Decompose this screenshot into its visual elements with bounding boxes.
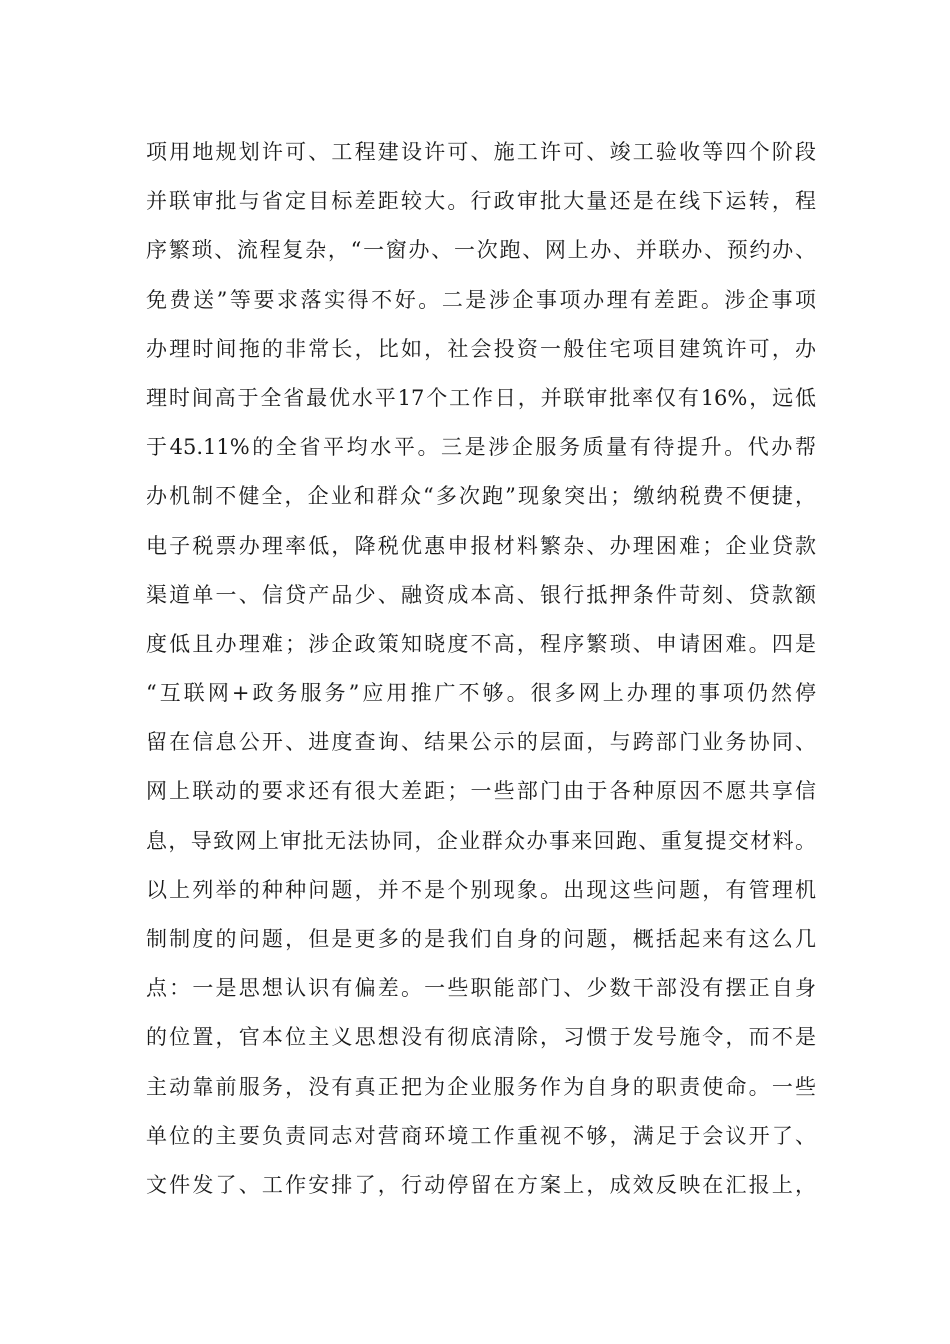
text-line: 以上列举的种种问题，并不是个别现象。出现这些问题，有管理机 (146, 877, 816, 902)
text-line: 点：一是思想认识有偏差。一些职能部门、少数干部没有摆正自身 (146, 976, 816, 1001)
text-line: “互联网+政务服务”应用推广不够。很多网上办理的事项仍然停 (146, 681, 816, 706)
text-line: 息，导致网上审批无法协同，企业群众办事来回跑、重复提交材料。 (146, 828, 816, 853)
text-line: 度低且办理难；涉企政策知晓度不高，程序繁琐、申请困难。四是 (146, 631, 816, 656)
text-line: 渠道单一、信贷产品少、融资成本高、银行抵押条件苛刻、贷款额 (146, 582, 816, 607)
text-line: 理时间高于全省最优水平17个工作日，并联审批率仅有16%，远低 (146, 385, 816, 410)
text-line: 于45.11%的全省平均水平。三是涉企服务质量有待提升。代办帮 (146, 435, 816, 460)
text-line: 文件发了、工作安排了，行动停留在方案上，成效反映在汇报上， (146, 1172, 816, 1197)
text-line: 序繁琐、流程复杂，“一窗办、一次跑、网上办、并联办、预约办、 (146, 238, 816, 263)
text-line: 主动靠前服务，没有真正把为企业服务作为自身的职责使命。一些 (146, 1074, 816, 1099)
text-line: 留在信息公开、进度查询、结果公示的层面，与跨部门业务协同、 (146, 730, 816, 755)
text-line: 办理时间拖的非常长，比如，社会投资一般住宅项目建筑许可，办 (146, 336, 816, 361)
text-line: 电子税票办理率低，降税优惠申报材料繁杂、办理困难；企业贷款 (146, 533, 816, 558)
text-line: 项用地规划许可、工程建设许可、施工许可、竣工验收等四个阶段 (146, 140, 816, 164)
text-line: 单位的主要负责同志对营商环境工作重视不够，满足于会议开了、 (146, 1123, 816, 1148)
text-line: 的位置，官本位主义思想没有彻底清除，习惯于发号施令，而不是 (146, 1025, 816, 1050)
text-line: 并联审批与省定目标差距较大。行政审批大量还是在线下运转，程 (146, 189, 816, 214)
text-line: 制制度的问题，但是更多的是我们自身的问题，概括起来有这么几 (146, 927, 816, 951)
text-line: 免费送”等要求落实得不好。二是涉企事项办理有差距。涉企事项 (146, 287, 816, 312)
text-line: 办机制不健全，企业和群众“多次跑”现象突出；缴纳税费不便捷， (146, 484, 816, 509)
text-line: 网上联动的要求还有很大差距；一些部门由于各种原因不愿共享信 (146, 779, 816, 804)
body-text (146, 128, 816, 1210)
